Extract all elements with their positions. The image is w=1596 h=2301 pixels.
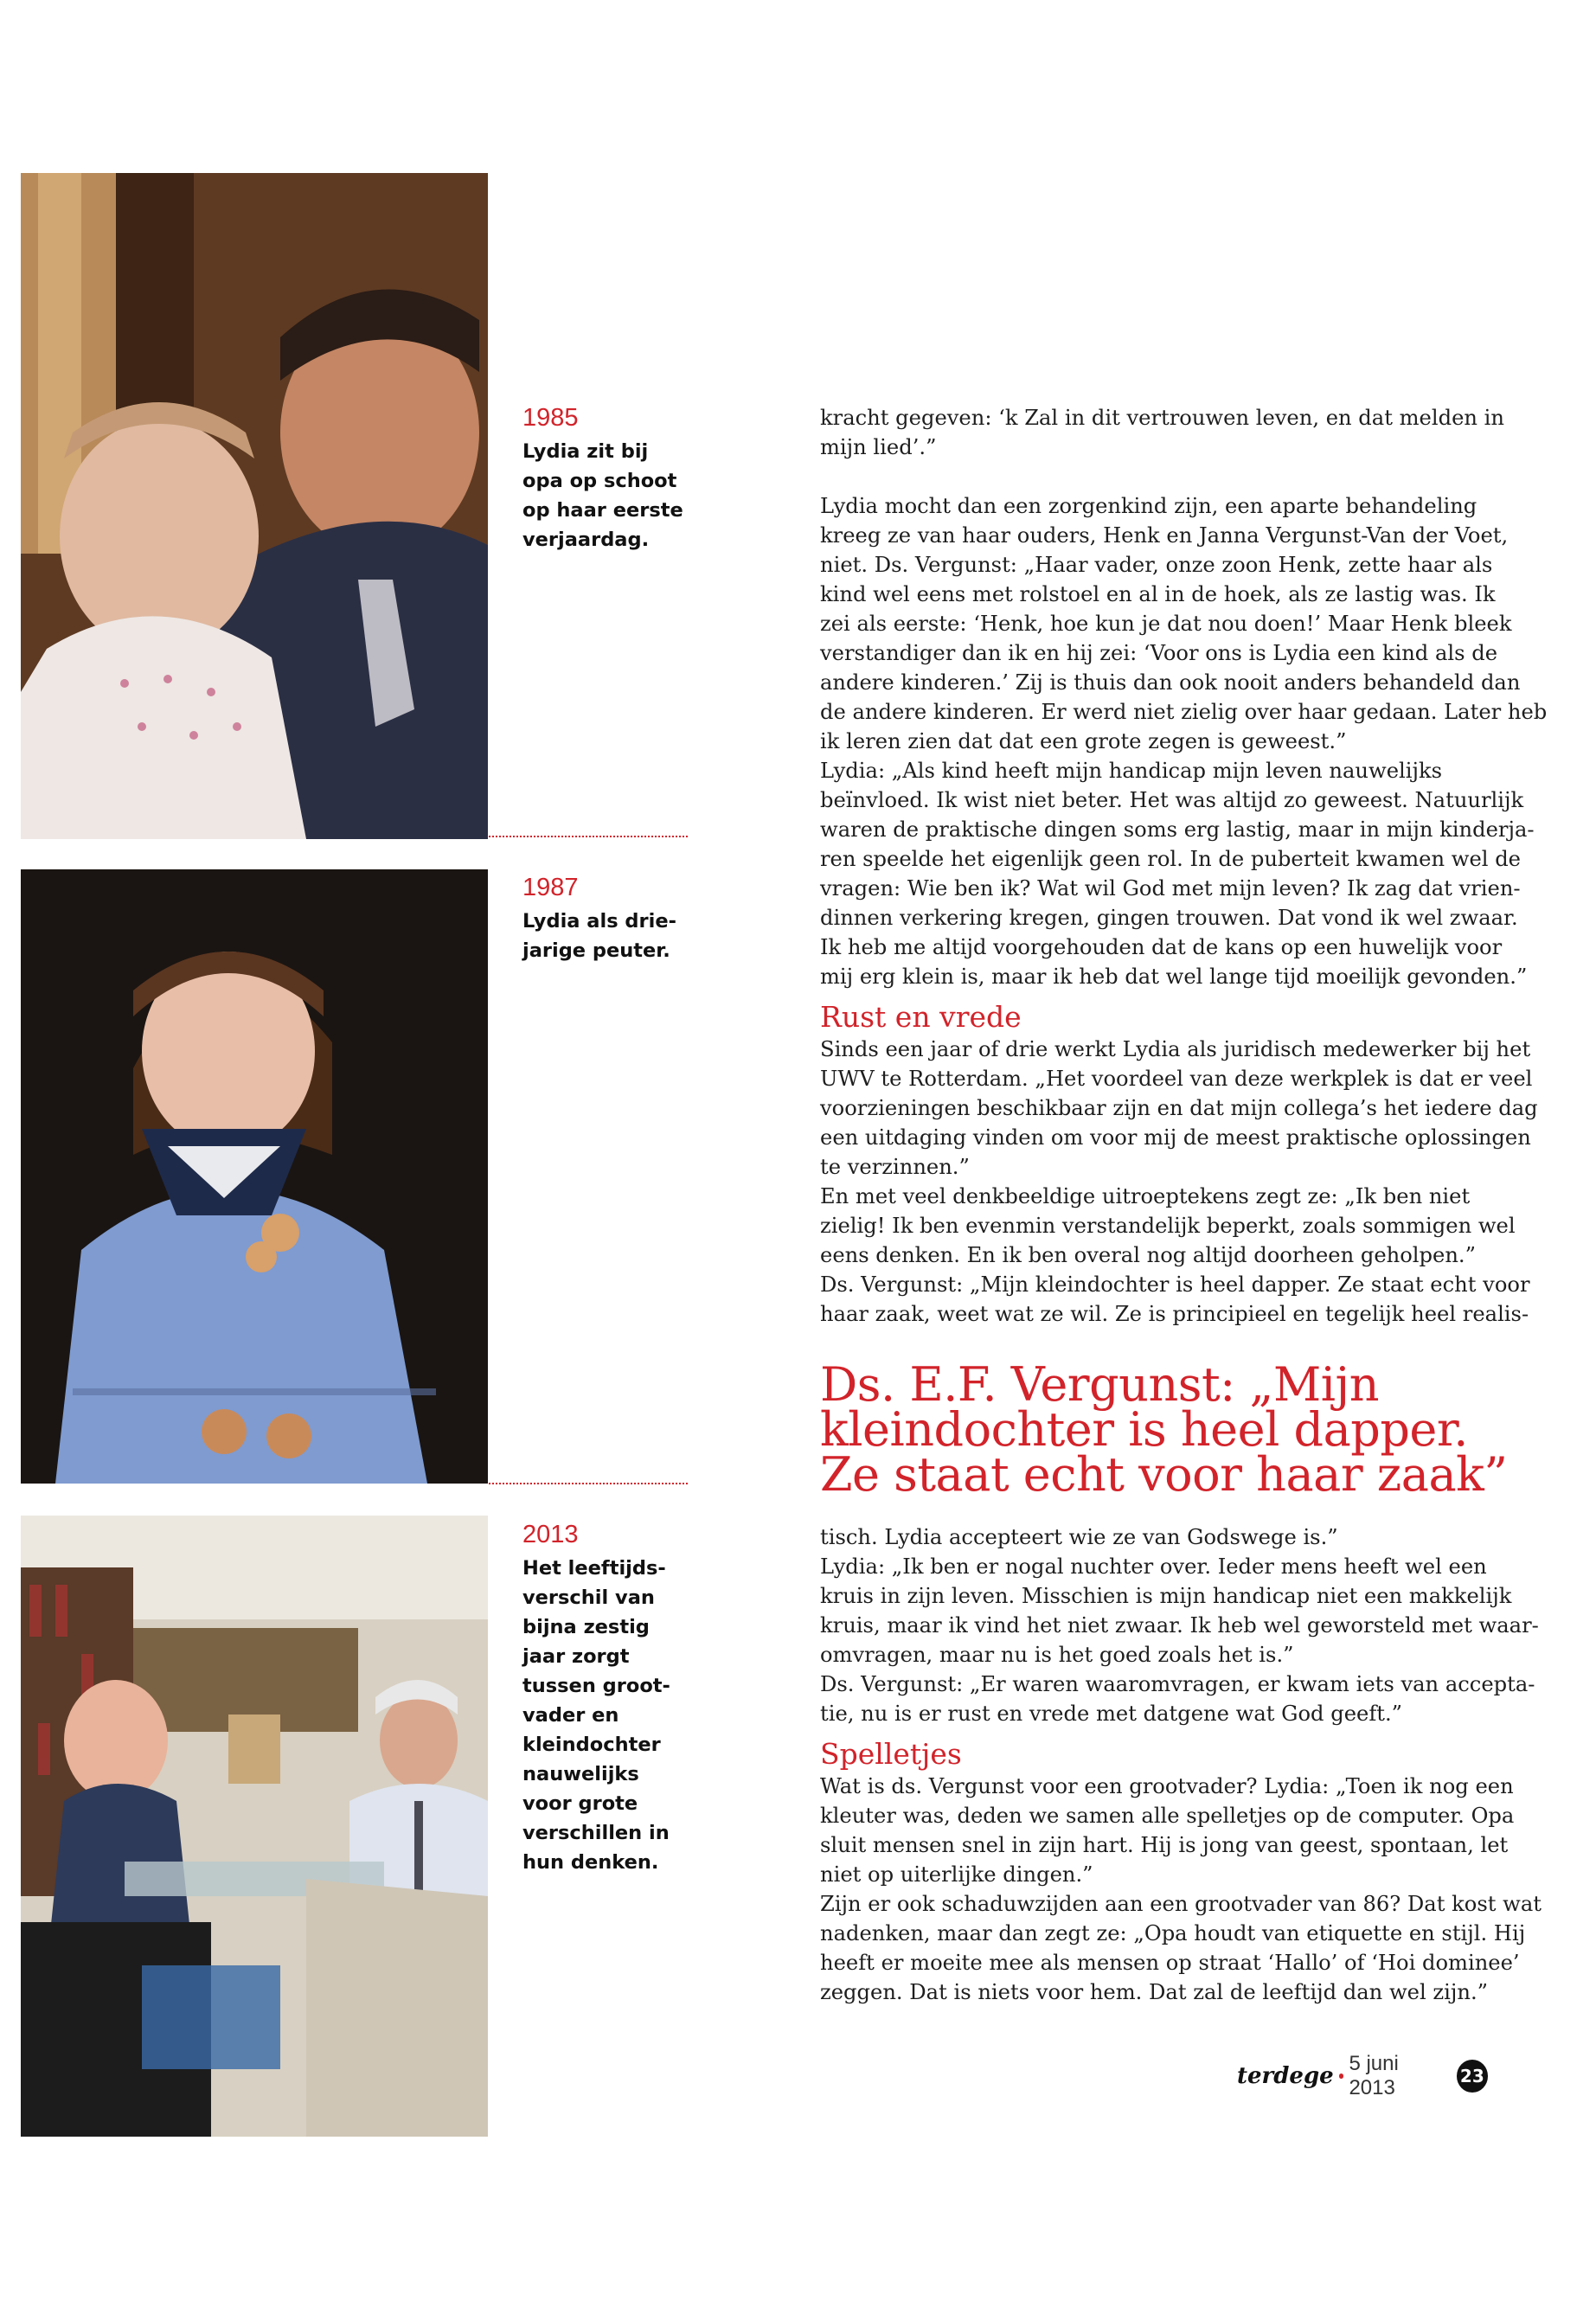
caption-1985	[522, 403, 695, 554]
body-line: zielig! Ik ben evenmin verstandelijk beperkt, zoals sommigen wel	[820, 1214, 1516, 1238]
body-line: tisch. Lydia accepteert wie ze van Godswege is.”	[820, 1525, 1338, 1549]
body-line: kracht gegeven: ‘k Zal in dit vertrouwen leven, en dat melden in	[820, 406, 1504, 430]
body-line: Lydia mocht dan een zorgenkind zijn, een aparte behandeling	[820, 494, 1477, 518]
caption-year: 1987	[522, 874, 579, 901]
body-line: omvragen, maar nu is het goed zoals het is.”	[820, 1643, 1294, 1667]
pull-quote: Ds. E.F. Vergunst: „Mijn kleindochter is heel dapper. Ze staat echt voor haar zaak”	[820, 1357, 1508, 1502]
section-heading-rust-en-vrede: Rust en vrede	[820, 1000, 1022, 1034]
body-line: zei als eerste: ‘Henk, hoe kun je dat nou doen!’ Maar Henk bleek	[820, 612, 1512, 636]
caption-1987	[522, 873, 695, 965]
caption-year: 2013	[522, 1521, 579, 1548]
body-line: mijn lied’.”	[820, 435, 937, 459]
body-line: tie, nu is er rust en vrede met datgene wat God geeft.”	[820, 1702, 1403, 1726]
section-heading-spelletjes: Spelletjes	[820, 1737, 962, 1771]
caption-2013	[522, 1520, 695, 1877]
body-line: niet op uiterlijke dingen.”	[820, 1862, 1093, 1887]
caption-text: Lydia zit bij opa op schoot op haar eerste verjaardag.	[522, 440, 683, 551]
body-line: een uitdaging vinden om voor mij de meest praktische oplossingen	[820, 1125, 1531, 1150]
dotted-divider	[489, 836, 688, 837]
body-line: niet. Ds. Vergunst: „Haar vader, onze zoon Henk, zette haar als	[820, 553, 1493, 577]
body-line: kruis in zijn leven. Misschien is mijn handicap niet een makkelijk	[820, 1584, 1512, 1608]
body-line: kind wel eens met rolstoel en al in de hoek, als ze lastig was. Ik	[820, 582, 1496, 606]
body-line: nadenken, maar dan zegt ze: „Opa houdt van etiquette en stijl. Hij	[820, 1921, 1526, 1945]
body-line: heeft er moeite mee als mensen op straat ‘Hallo’ of ‘Hoi dominee’	[820, 1951, 1520, 1975]
article-column-bottom	[820, 1522, 1542, 2007]
body-line: kruis, maar ik vind het niet zwaar. Ik heb wel geworsteld met waar-	[820, 1613, 1539, 1638]
body-line: zeggen. Dat is niets voor hem. Dat zal de leeftijd dan wel zijn.”	[820, 1980, 1489, 2004]
body-line: Zijn er ook schaduwzijden aan een grootvader van 86? Dat kost wat	[820, 1892, 1542, 1916]
photo-1987-toddler	[21, 869, 488, 1484]
body-line: Ds. Vergunst: „Mijn kleindochter is heel dapper. Ze staat echt voor	[820, 1272, 1530, 1297]
article-column-top	[820, 403, 1548, 1329]
caption-text: Lydia als drie- jarige peuter.	[522, 910, 676, 962]
body-line: En met veel denkbeeldige uitroeptekens zegt ze: „Ik ben niet	[820, 1184, 1471, 1208]
body-line: vragen: Wie ben ik? Wat wil God met mijn leven? Ik zag dat vrien-	[820, 876, 1521, 901]
magazine-brand: terdege	[1237, 2063, 1334, 2089]
body-line: ren speelde het eigenlijk geen rol. In de puberteit kwamen wel de	[820, 847, 1521, 871]
body-line: mij erg klein is, maar ik heb dat wel lange tijd moeilijk gevonden.”	[820, 965, 1528, 989]
photo-1985-grandfather-baby	[21, 173, 488, 839]
body-line: Sinds een jaar of drie werkt Lydia als juridisch medewerker bij het	[820, 1037, 1531, 1061]
bullet-dot	[1339, 2073, 1344, 2079]
body-line: eens denken. En ik ben overal nog altijd doorheen geholpen.”	[820, 1243, 1476, 1267]
body-line: haar zaak, weet wat ze wil. Ze is principieel en tegelijk heel realis-	[820, 1302, 1529, 1326]
photo-2013-lydia-and-grandfather	[21, 1516, 488, 2137]
caption-year: 1985	[522, 404, 579, 432]
body-line: andere kinderen.’ Zij is thuis dan ook nooit anders behandeld dan	[820, 670, 1521, 695]
body-line: de andere kinderen. Er werd niet zielig over haar gedaan. Later heb	[820, 700, 1548, 724]
body-line: te verzinnen.”	[820, 1155, 970, 1179]
body-line: Lydia: „Als kind heeft mijn handicap mijn leven nauwelijks	[820, 759, 1443, 783]
body-line: dinnen verkering kregen, gingen trouwen. Dat vond ik wel zwaar.	[820, 906, 1518, 930]
body-line: Wat is ds. Vergunst voor een grootvader? Lydia: „Toen ik nog een	[820, 1774, 1514, 1798]
body-line: kleuter was, deden we samen alle spelletjes op de computer. Opa	[820, 1804, 1515, 1828]
body-line: kreeg ze van haar ouders, Henk en Janna Vergunst-Van der Voet,	[820, 523, 1509, 548]
body-line: Ik heb me altijd voorgehouden dat de kans op een huwelijk voor	[820, 935, 1503, 959]
page-footer	[1237, 2052, 1488, 2099]
body-line: beïnvloed. Ik wist niet beter. Het was altijd zo geweest. Natuurlijk	[820, 788, 1524, 812]
page-number: 23	[1457, 2060, 1488, 2093]
body-line: voorzieningen beschikbaar zijn en dat mijn collega’s het iedere dag	[820, 1096, 1538, 1120]
body-line: ik leren zien dat dat een grote zegen is geweest.”	[820, 729, 1347, 753]
body-line: Lydia: „Ik ben er nogal nuchter over. Ieder mens heeft wel een	[820, 1554, 1487, 1579]
caption-text: Het leeftijds- verschil van bijna zestig jaar zorgt tussen groot- vader en kleindochter nauwelijks voor grote verschillen in hun denken.	[522, 1557, 670, 1874]
issue-date: 5 juni 2013	[1349, 2052, 1399, 2099]
body-line: verstandiger dan ik en hij zei: ‘Voor ons is Lydia een kind als de	[820, 641, 1498, 665]
body-line: waren de praktische dingen soms erg lastig, maar in mijn kinderja-	[820, 817, 1535, 842]
body-line: UWV te Rotterdam. „Het voordeel van deze werkplek is dat er veel	[820, 1067, 1533, 1091]
dotted-divider	[489, 1483, 688, 1484]
body-line: Ds. Vergunst: „Er waren waaromvragen, er kwam iets van accepta-	[820, 1672, 1535, 1696]
body-line: sluit mensen snel in zijn hart. Hij is jong van geest, spontaan, let	[820, 1833, 1509, 1857]
